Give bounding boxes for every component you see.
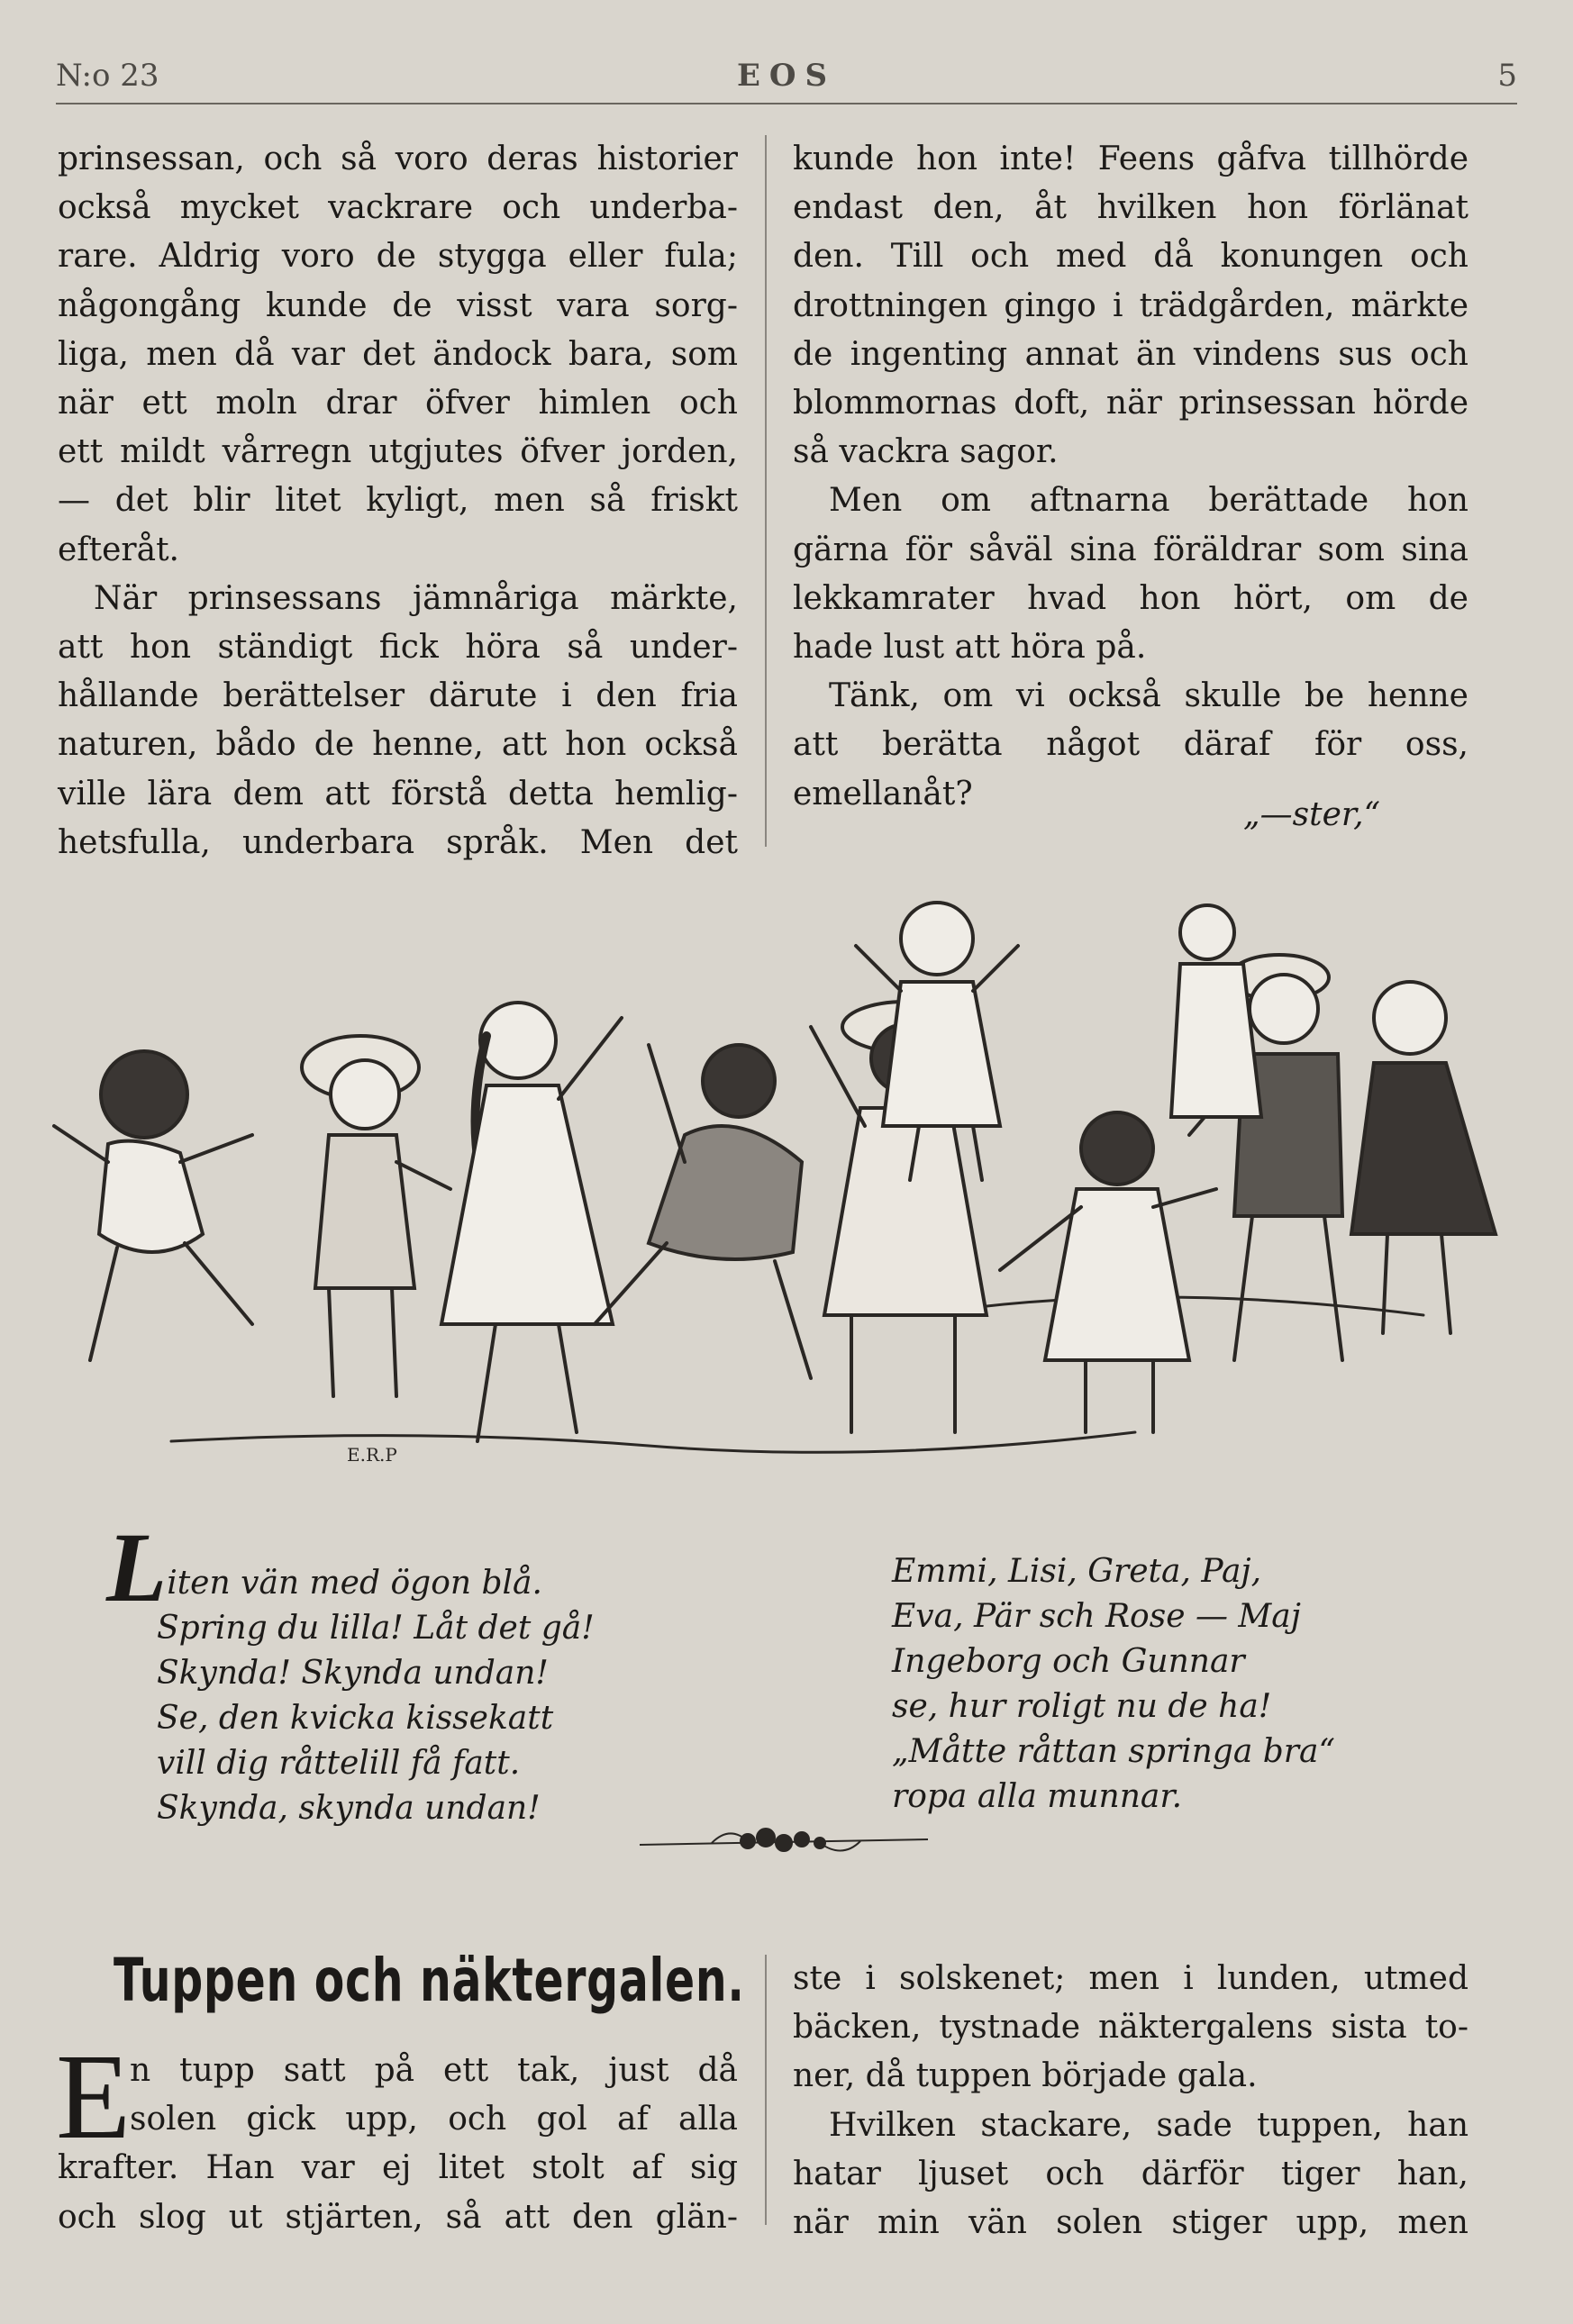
text-line: när min vän solen stiger upp, men: [793, 2204, 1468, 2242]
text-line: drottningen gingo i trädgården, märkte: [793, 286, 1468, 324]
story-drop-letter: E: [56, 2029, 132, 2165]
text-line: endast den, åt hvilken hon förlänat: [793, 189, 1468, 227]
text-line: lekkamrater hvad hon hört, om de: [793, 579, 1468, 617]
poem-line: Se, den kvicka kissekatt: [157, 1700, 554, 1737]
text-line: hade lust att höra på.: [793, 629, 1147, 667]
author-signature: „—ster,“: [1243, 796, 1380, 833]
issue-number: N:o 23: [56, 58, 159, 94]
text-line: rare. Aldrig voro de stygga eller fula;: [58, 238, 738, 276]
text-line: kunde hon inte! Feens gåfva tillhörde: [793, 141, 1468, 177]
text-line: den. Till och med då konungen och: [793, 238, 1468, 276]
paragraph-4: [793, 477, 1468, 672]
text-line: när ett moln drar öfver himlen och: [58, 385, 738, 422]
poem-right: [892, 1549, 1335, 1820]
column-divider-top: [765, 135, 767, 847]
poem-line: iten vän med ögon blå.: [167, 1565, 542, 1602]
paragraph-2: [58, 575, 738, 867]
text-line: någongång kunde de visst vara sorg-: [58, 286, 738, 324]
story-title: Tuppen och näktergalen.: [114, 1946, 745, 2015]
text-line: solen gick upp, och gol af alla: [130, 2101, 738, 2138]
text-line: — det blir litet kyligt, men så friskt: [58, 482, 738, 520]
illustration-signature: E.R.P: [347, 1444, 397, 1466]
text-line: bäcken, tystnade näktergalens sista to-: [793, 2009, 1468, 2047]
poem-first-line: [106, 1512, 595, 1622]
text-line: prinsessan, och så voro deras historier: [58, 141, 738, 177]
column-divider-bottom: [765, 1955, 767, 2225]
text-line: ville lära dem att förstå detta hemlig-: [58, 775, 738, 812]
text-line: de ingenting annat än vindens sus och: [793, 335, 1468, 373]
text-line: efteråt.: [58, 531, 179, 568]
text-line: så vackra sagor.: [793, 433, 1059, 471]
text-line: liga, men då var det ändock bara, som: [58, 335, 738, 373]
paragraph-1: [58, 135, 738, 575]
page-header: [56, 52, 1517, 103]
text-line: Men om aftnarna berättade hon: [829, 482, 1468, 520]
text-line: n tupp satt på ett tak, just då: [130, 2052, 738, 2089]
poem-line: ropa alla munnar.: [892, 1778, 1183, 1815]
text-line: Hvilken stackare, sade tuppen, han: [829, 2106, 1468, 2144]
text-line: naturen, bådo de henne, att hon också: [58, 726, 738, 764]
poem-line: Emmi, Lisi, Greta, Paj,: [892, 1553, 1262, 1590]
children-ring-dance-illustration: [18, 892, 1555, 1504]
poem-line: „Måtte råttan springa bra“: [892, 1733, 1335, 1770]
story-left-column: [58, 2047, 738, 2242]
text-line: att hon ständigt fick höra så under-: [58, 629, 738, 667]
text-line: ste i solskenet; men i lunden, utmed: [793, 1960, 1468, 1997]
text-line: blommornas doft, när prinsessan hörde: [793, 385, 1468, 422]
poem-line: Skynda, skynda undan!: [157, 1790, 541, 1827]
text-line: också mycket vackrare och underba-: [58, 189, 738, 227]
poem-line: Eva, Pär sch Rose — Maj: [892, 1598, 1301, 1635]
text-line: emellanåt?: [793, 775, 973, 812]
paragraph-3: [793, 135, 1468, 477]
magazine-title: EOS: [736, 58, 837, 94]
poem-line: Ingeborg och Gunnar: [892, 1643, 1245, 1680]
text-line: ner, då tuppen började gala.: [793, 2057, 1258, 2095]
text-line: hatar ljuset och därför tiger han,: [793, 2155, 1468, 2192]
poem-left: [106, 1512, 595, 1831]
text-line: ett mildt vårregn utgjutes öfver jorden,: [58, 433, 738, 471]
left-column-text: [58, 135, 738, 867]
right-column-text: [793, 135, 1468, 819]
poem-drop-letter: L: [106, 1512, 168, 1622]
poem-line: se, hur roligt nu de ha!: [892, 1688, 1272, 1725]
poem-line: vill dig råttelill få fatt.: [157, 1745, 521, 1782]
text-line: hetsfulla, underbara språk. Men det: [58, 823, 738, 861]
text-line: krafter. Han var ej litet stolt af sig: [58, 2149, 738, 2187]
text-line: hållande berättelser därute i den fria: [58, 677, 738, 715]
text-line: att berätta något däraf för oss,: [793, 726, 1468, 764]
story-right-column: [793, 1955, 1468, 2247]
poem-line: Spring du lilla! Låt det gå!: [157, 1610, 595, 1647]
poem-line: Skynda! Skynda undan!: [157, 1655, 549, 1692]
header-rule: [56, 103, 1517, 104]
text-line: Tänk, om vi också skulle be henne: [829, 677, 1468, 715]
text-line: gärna för såväl sina föräldrar som sina: [793, 531, 1468, 568]
floral-ornament-icon: [631, 1816, 937, 1870]
text-line: När prinsessans jämnåriga märkte,: [94, 579, 738, 617]
text-line: och slog ut stjärten, så att den glän-: [58, 2198, 738, 2236]
page-number: 5: [1497, 58, 1517, 94]
